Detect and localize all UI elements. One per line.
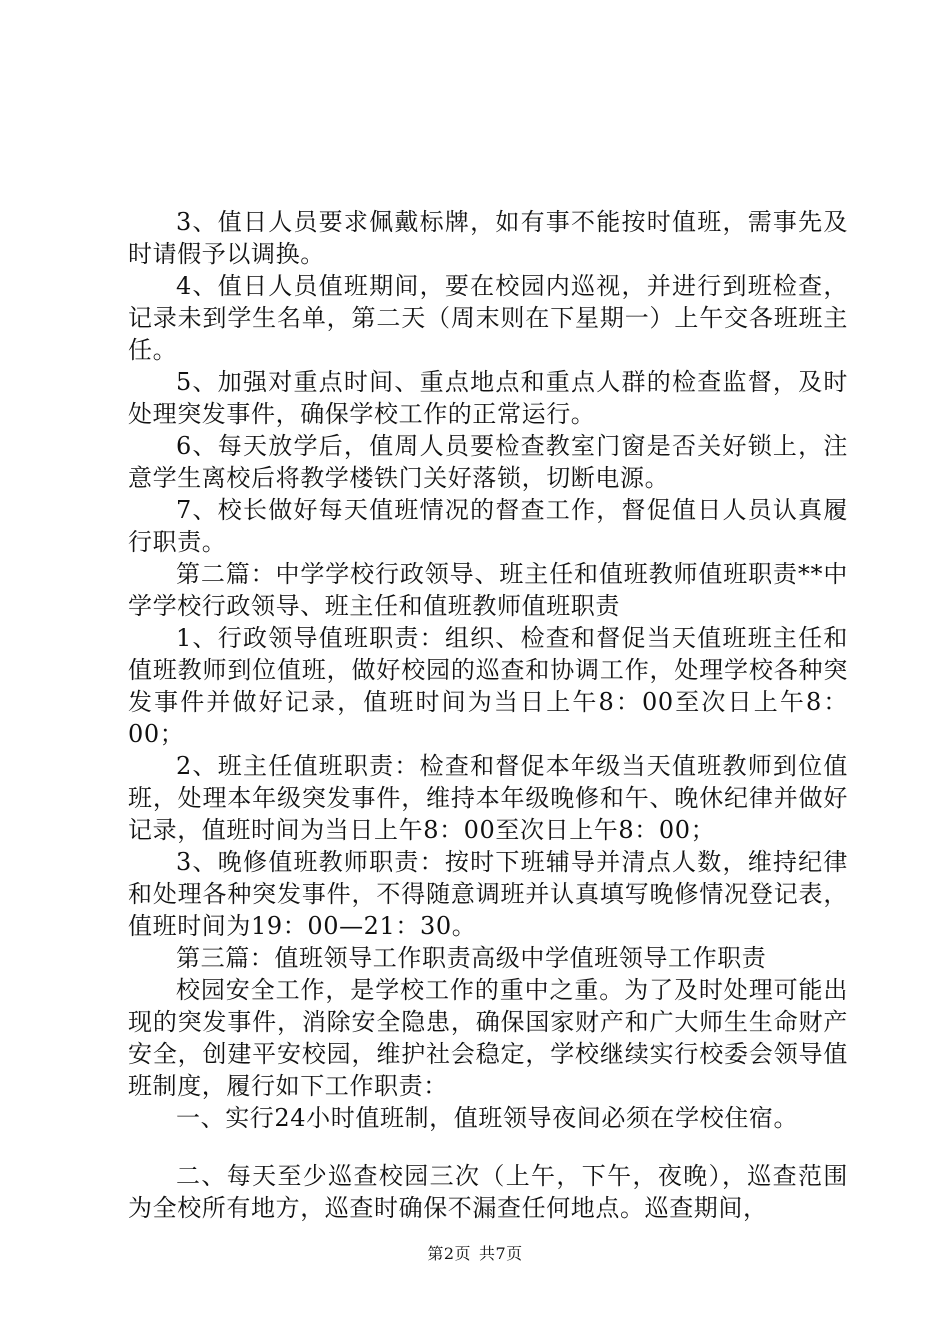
paragraph-6: 1、行政领导值班职责：组织、检查和督促当天值班班主任和值班教师到位值班，做好校园的巡查和协调工作，处理学校各种突发事件并做好记录，值班时间为当日上午8：00至次日上午8：00； (128, 624, 848, 748)
paragraph-1: 3、值日人员要求佩戴标牌，如有事不能按时值班，需事先及时请假予以调换。 (128, 208, 848, 268)
paragraph-4: 6、每天放学后，值周人员要检查教室门窗是否关好锁上，注意学生离校后将教学楼铁门关好落锁，切断电源。 (128, 432, 848, 492)
paragraph-8: 3、晚修值班教师职责：按时下班辅导并清点人数，维持纪律和处理各种突发事件，不得随意调班并认真填写晚修情况登记表，值班时间为19：00—21：30。 (128, 848, 848, 940)
paragraph-7: 2、班主任值班职责：检查和督促本年级当天值班教师到位值班，处理本年级突发事件，维持本年级晚修和午、晚休纪律并做好记录，值班时间为当日上午8：00至次日上午8：00； (128, 752, 848, 844)
section-heading-2: 第二篇：中学学校行政领导、班主任和值班教师值班职责**中学学校行政领导、班主任和值班教师值班职责 (128, 560, 848, 620)
page-footer (0, 1244, 950, 1264)
paragraph-11: 二、每天至少巡查校园三次（上午，下午，夜晚），巡查范围为全校所有地方，巡查时确保不漏查任何地点。巡查期间， (128, 1162, 848, 1222)
paragraph-3: 5、加强对重点时间、重点地点和重点人群的检查监督，及时处理突发事件，确保学校工作的正常运行。 (128, 368, 848, 428)
page-number: 第2页 (427, 1244, 471, 1263)
page-total: 共7页 (479, 1244, 523, 1263)
section-heading-3: 第三篇：值班领导工作职责高级中学值班领导工作职责 (176, 944, 767, 972)
paragraph-10: 一、实行24小时值班制，值班领导夜间必须在学校住宿。 (176, 1104, 799, 1132)
paragraph-2: 4、值日人员值班期间，要在校园内巡视，并进行到班检查，记录未到学生名单，第二天（周末则在下星期一）上午交各班班主任。 (128, 272, 848, 364)
paragraph-9: 校园安全工作，是学校工作的重中之重。为了及时处理可能出现的突发事件，消除安全隐患，确保国家财产和广大师生生命财产安全，创建平安校园，维护社会稳定，学校继续实行校委会领导值班制度，履行如下工作职责： (128, 976, 848, 1100)
document-body (128, 206, 848, 1224)
paragraph-5: 7、校长做好每天值班情况的督查工作，督促值日人员认真履行职责。 (128, 496, 848, 556)
